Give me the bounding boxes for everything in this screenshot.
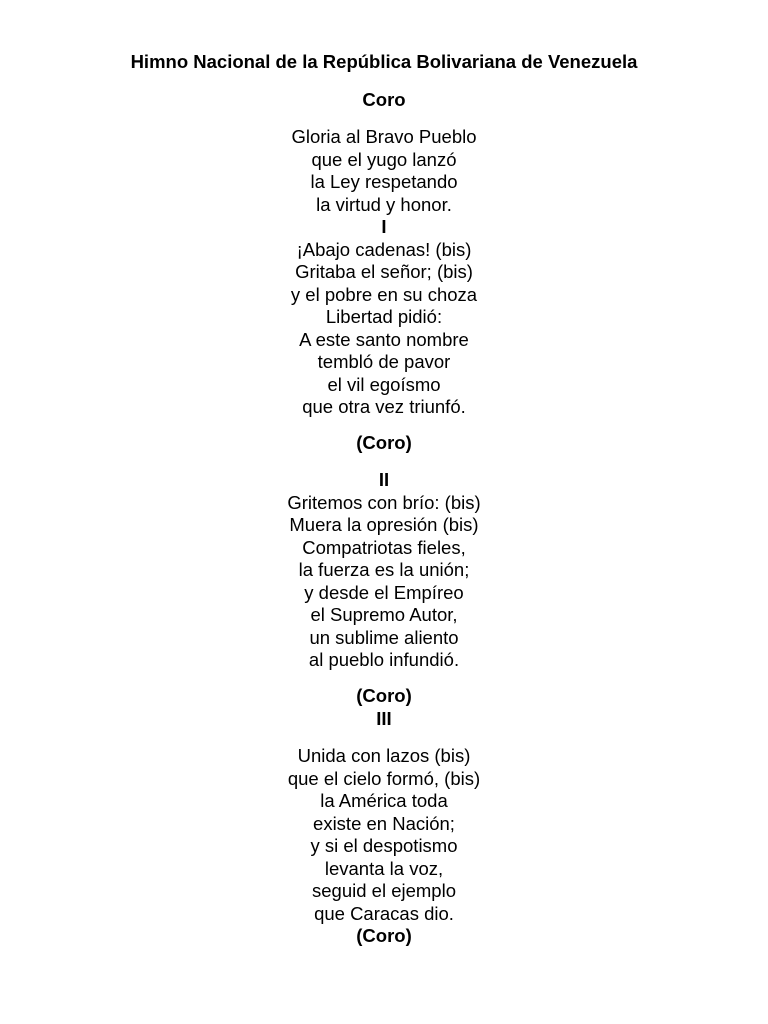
coro-line: que el yugo lanzó bbox=[311, 148, 457, 170]
verse-3-line: existe en Nación; bbox=[313, 812, 455, 834]
verse-2-line: Muera la opresión (bis) bbox=[289, 514, 479, 535]
verse-1-line: que otra vez triunfó. bbox=[302, 396, 466, 417]
verse-1-line: Gritaba el señor; (bis) bbox=[295, 261, 473, 282]
verse-2-line: la fuerza es la unión; bbox=[298, 559, 470, 580]
verse-2-line: al pueblo infundió. bbox=[308, 649, 460, 670]
verse-3-line: Unida con lazos (bis) bbox=[297, 745, 471, 766]
verse-3-line: seguid el ejemplo bbox=[312, 880, 456, 901]
verse-3-line: levanta la voz, bbox=[324, 857, 444, 879]
verse-1-line: tembló de pavor bbox=[317, 351, 451, 372]
coro-heading-block bbox=[0, 89, 768, 112]
verse-3-line: y si el despotismo bbox=[310, 835, 458, 856]
verse-1-line: A este santo nombre bbox=[299, 328, 469, 350]
coro-line: la virtud y honor. bbox=[316, 193, 452, 215]
verse-1-line: y el pobre en su choza bbox=[290, 283, 478, 305]
coro-reference: (Coro) bbox=[356, 432, 412, 453]
coro-ref-2-block bbox=[0, 685, 768, 730]
coro-block bbox=[0, 126, 768, 419]
verse-2-line: el Supremo Autor, bbox=[310, 604, 458, 625]
verse-2-block bbox=[0, 469, 768, 672]
verse-1-line: ¡Abajo cadenas! (bis) bbox=[296, 238, 472, 260]
verse-3-line: que el cielo formó, (bis) bbox=[287, 767, 481, 789]
verse-2-line: y desde el Empíreo bbox=[304, 581, 464, 603]
verse-2-line: Compatriotas fieles, bbox=[302, 536, 466, 558]
verse-1-line: Libertad pidió: bbox=[325, 306, 443, 327]
verse-3-line: la América toda bbox=[320, 790, 448, 811]
verse-1-line: el vil egoísmo bbox=[327, 373, 441, 395]
verse-2-line: un sublime aliento bbox=[309, 626, 459, 648]
coro-reference: (Coro) bbox=[356, 685, 412, 706]
coro-line: la Ley respetando bbox=[310, 171, 458, 192]
page-title: Himno Nacional de la República Bolivariana de Venezuela bbox=[130, 51, 638, 72]
verse-3-line: que Caracas dio. bbox=[314, 902, 454, 924]
coro-ref-1-block bbox=[0, 432, 768, 455]
coro-reference: (Coro) bbox=[356, 925, 412, 946]
verse-3-number: III bbox=[376, 707, 392, 729]
verse-1-number: I bbox=[381, 216, 387, 237]
coro-line: Gloria al Bravo Pueblo bbox=[291, 126, 477, 147]
verse-2-number: II bbox=[378, 469, 390, 490]
verse-3-block bbox=[0, 745, 768, 948]
coro-heading: Coro bbox=[362, 89, 406, 110]
verse-2-line: Gritemos con brío: (bis) bbox=[287, 491, 481, 513]
